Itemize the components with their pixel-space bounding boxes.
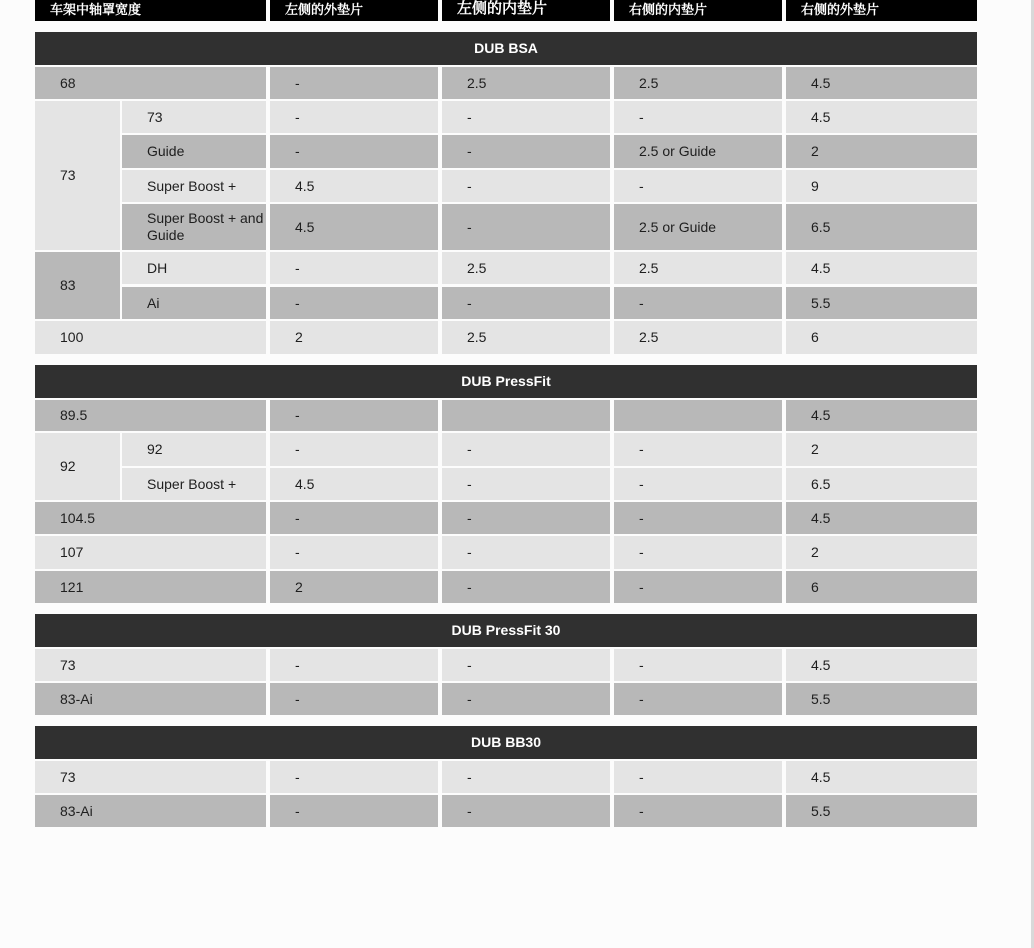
value-cell: 5.5 — [786, 795, 977, 827]
group-cell: 73 — [35, 101, 120, 250]
value-cell: - — [614, 468, 782, 500]
value-cell: - — [614, 795, 782, 827]
value-cell: - — [614, 101, 782, 133]
group-cell: 89.5 — [35, 400, 266, 431]
value-cell: 4.5 — [786, 502, 977, 534]
value-cell: - — [442, 795, 610, 827]
value-cell: 2 — [786, 536, 977, 569]
group-cell: 121 — [35, 571, 266, 603]
value-cell: 4.5 — [786, 252, 977, 284]
sub-cell: Ai — [122, 287, 266, 319]
value-cell: 4.5 — [786, 400, 977, 431]
value-cell: - — [442, 571, 610, 603]
group-cell: 83-Ai — [35, 683, 266, 715]
sub-cell: Super Boost + — [122, 170, 266, 202]
value-cell: - — [270, 761, 438, 793]
value-cell: 2.5 or Guide — [614, 135, 782, 168]
value-cell: - — [270, 536, 438, 569]
value-cell: - — [270, 433, 438, 466]
value-cell: - — [614, 170, 782, 202]
group-cell: 107 — [35, 536, 266, 569]
sub-cell: 92 — [122, 433, 266, 466]
value-cell: - — [270, 67, 438, 99]
value-cell: 4.5 — [786, 761, 977, 793]
value-cell: 2.5 — [614, 321, 782, 354]
group-cell: 100 — [35, 321, 266, 354]
value-cell: 2.5 or Guide — [614, 204, 782, 250]
group-cell: 104.5 — [35, 502, 266, 534]
value-cell: 4.5 — [786, 101, 977, 133]
header-left-outer-spacer: 左侧的外垫片 — [270, 0, 438, 21]
value-cell: - — [442, 649, 610, 681]
header-right-outer-spacer: 右侧的外垫片 — [786, 0, 977, 21]
value-cell: - — [442, 170, 610, 202]
value-cell: 2 — [270, 321, 438, 354]
value-cell: - — [270, 502, 438, 534]
header-frame-width: 车架中轴罩宽度 — [35, 0, 266, 21]
sub-cell: Super Boost + and Guide — [122, 204, 266, 250]
header-left-inner-spacer: 左侧的内垫片 — [442, 0, 610, 21]
sub-cell: Guide — [122, 135, 266, 168]
value-cell: - — [270, 649, 438, 681]
value-cell: - — [270, 101, 438, 133]
value-cell: - — [442, 101, 610, 133]
value-cell: 2 — [270, 571, 438, 603]
value-cell: - — [442, 761, 610, 793]
value-cell: 4.5 — [270, 170, 438, 202]
value-cell: - — [614, 683, 782, 715]
value-cell: - — [614, 287, 782, 319]
value-cell: - — [270, 135, 438, 168]
group-cell: 73 — [35, 761, 266, 793]
value-cell: 6 — [786, 321, 977, 354]
value-cell: 5.5 — [786, 287, 977, 319]
section-title: DUB PressFit 30 — [35, 614, 977, 647]
value-cell — [442, 400, 610, 431]
value-cell: 6.5 — [786, 204, 977, 250]
value-cell: - — [614, 502, 782, 534]
group-cell: 92 — [35, 433, 120, 500]
section-title: DUB BB30 — [35, 726, 977, 759]
group-cell: 73 — [35, 649, 266, 681]
value-cell: - — [270, 252, 438, 284]
group-cell: 68 — [35, 67, 266, 99]
value-cell: - — [442, 135, 610, 168]
value-cell: 4.5 — [786, 67, 977, 99]
value-cell: - — [442, 468, 610, 500]
value-cell: 2.5 — [442, 67, 610, 99]
value-cell: - — [614, 761, 782, 793]
value-cell: 4.5 — [270, 204, 438, 250]
value-cell: - — [614, 536, 782, 569]
value-cell: 2 — [786, 433, 977, 466]
value-cell: - — [442, 204, 610, 250]
value-cell: - — [270, 287, 438, 319]
value-cell: 2 — [786, 135, 977, 168]
value-cell: - — [442, 502, 610, 534]
value-cell: - — [270, 400, 438, 431]
header-right-inner-spacer: 右侧的内垫片 — [614, 0, 782, 21]
value-cell: - — [270, 683, 438, 715]
section-title: DUB PressFit — [35, 365, 977, 398]
value-cell: - — [270, 795, 438, 827]
value-cell: 2.5 — [442, 321, 610, 354]
value-cell: - — [614, 649, 782, 681]
section-title: DUB BSA — [35, 32, 977, 65]
group-cell: 83-Ai — [35, 795, 266, 827]
value-cell: 2.5 — [614, 252, 782, 284]
value-cell: 2.5 — [614, 67, 782, 99]
value-cell — [614, 400, 782, 431]
value-cell: - — [442, 683, 610, 715]
value-cell: 2.5 — [442, 252, 610, 284]
value-cell: 4.5 — [270, 468, 438, 500]
value-cell: - — [442, 433, 610, 466]
value-cell: 5.5 — [786, 683, 977, 715]
value-cell: 4.5 — [786, 649, 977, 681]
value-cell: 6.5 — [786, 468, 977, 500]
value-cell: - — [614, 571, 782, 603]
value-cell: 9 — [786, 170, 977, 202]
value-cell: - — [442, 536, 610, 569]
sub-cell: DH — [122, 252, 266, 284]
sub-cell: Super Boost + — [122, 468, 266, 500]
sub-cell: 73 — [122, 101, 266, 133]
value-cell: - — [442, 287, 610, 319]
group-cell: 83 — [35, 252, 120, 319]
value-cell: - — [614, 433, 782, 466]
value-cell: 6 — [786, 571, 977, 603]
